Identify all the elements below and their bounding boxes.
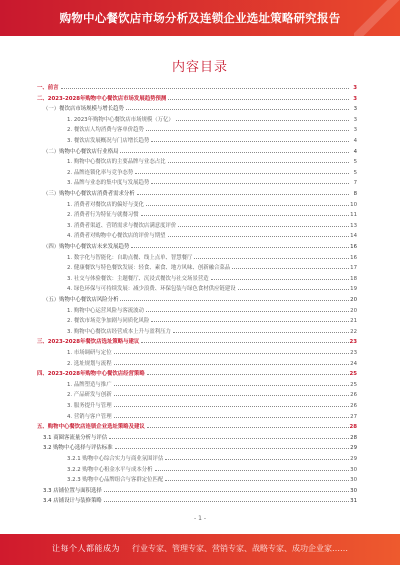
toc-entry[interactable] (37, 190, 357, 198)
toc-entry-label: 2. 产品研发与创新 (67, 392, 112, 399)
toc-leader-dots (114, 417, 349, 418)
toc-entry[interactable] (37, 211, 357, 219)
toc-heading: 内容目录 (171, 60, 228, 75)
toc-leader-dots (141, 342, 349, 343)
toc-entry[interactable] (37, 169, 357, 177)
toc-leader-dots (114, 385, 349, 386)
toc-entry-page: 28 (349, 424, 357, 431)
toc-entry-label: 1. 购物中心运营风险与客流波动 (67, 307, 144, 314)
toc-entry-page: 23 (350, 350, 357, 356)
header-banner (0, 0, 400, 36)
toc-leader-dots (146, 311, 349, 312)
toc-entry-label: 2. 餐饮店人均消费与客单价趋势 (67, 127, 144, 134)
toc-leader-dots (104, 491, 349, 492)
toc-entry[interactable] (37, 126, 357, 134)
toc-leader-dots (120, 152, 349, 153)
toc-entry-label: 3.1 商圈客流量分析与评估 (43, 434, 108, 441)
toc-entry-label: 3.2.1 购物中心综合实力与商业氛围评估 (67, 456, 164, 462)
toc-leader-dots (155, 470, 349, 471)
toc-entry-page: 21 (350, 318, 357, 325)
toc-entry[interactable] (37, 307, 357, 315)
toc-entry-label: 3. 消费者渠道、营销需求与餐饮店满意度评价 (67, 222, 177, 229)
toc-entry[interactable] (37, 84, 357, 92)
toc-entry-label: 3. 购物中心餐饮店经营成本上升与盈利压力 (67, 328, 171, 335)
toc-entry-page: 4 (353, 148, 357, 155)
toc-entry[interactable] (37, 254, 357, 262)
toc-leader-dots (176, 120, 349, 121)
toc-entry-page: 28 (350, 434, 357, 441)
toc-entry-page: 4 (353, 138, 357, 144)
toc-entry-label: 1. 市场调研与定位 (67, 350, 112, 356)
toc-entry[interactable] (37, 391, 357, 399)
toc-leader-dots (165, 480, 349, 481)
toc-leader-dots (126, 109, 349, 110)
toc-leader-dots (168, 99, 349, 100)
toc-leader-dots (146, 130, 349, 131)
footer-slogan: 让每个人都能成为 (52, 544, 120, 553)
toc-entry-page: 14 (350, 233, 357, 240)
toc-entry-page: 3 (353, 106, 357, 113)
toc-entry-page: 5 (353, 159, 357, 166)
toc-entry-label: 3.2 购物中心选择与评估标准 (43, 445, 113, 452)
toc-entry-page: 25 (349, 371, 357, 378)
toc-entry-label: 2. 消费者行为特征与就餐习惯 (67, 212, 139, 219)
toc-entry[interactable] (37, 275, 357, 283)
toc-leader-dots (137, 194, 349, 195)
toc-entry[interactable] (37, 232, 357, 240)
page-number: - 1 - (194, 515, 206, 522)
toc-leader-dots (147, 374, 349, 375)
toc-entry-page: 31 (350, 498, 357, 505)
toc-entry-label: 1. 数字化与智能化：自助点餐、线上点单、智慧餐厅 (67, 254, 193, 261)
toc-entry[interactable] (37, 370, 357, 378)
toc-entry-label: 三、2023-2028年餐饮店选址策略与建议 (37, 339, 140, 346)
toc-entry[interactable] (37, 434, 357, 442)
toc-entry-label: （五）购物中心餐饮店风险分析 (43, 297, 119, 303)
toc-entry-label: 一、前言 (37, 85, 59, 91)
toc-entry-label: 1. 2023年购物中心餐饮店市场规模（万亿） (67, 116, 174, 123)
toc-entry-label: 2. 餐饮市场竞争加剧与同质化风险 (67, 318, 150, 325)
toc-entry[interactable] (37, 466, 357, 474)
toc-entry-label: 4. 消费者对购物中心餐饮店的评价与期望 (67, 233, 166, 240)
toc-entry[interactable] (37, 158, 357, 166)
toc-entry[interactable] (37, 381, 357, 389)
toc-leader-dots (178, 226, 349, 227)
toc-entry-page: 19 (350, 286, 357, 293)
toc-leader-dots (151, 141, 349, 142)
toc-entry[interactable] (37, 201, 357, 209)
toc-entry-page: 8 (353, 191, 357, 197)
toc-leader-dots (114, 406, 349, 407)
toc-entry-page: 30 (350, 487, 357, 494)
toc-leader-dots (147, 427, 349, 428)
toc-leader-dots (131, 247, 349, 248)
toc-entry[interactable] (37, 243, 357, 251)
toc-entry-page: 13 (350, 222, 357, 229)
toc-leader-dots (168, 236, 349, 237)
toc-entry-label: 2. 健康餐饮与特色餐饮发展：轻食、素食、地方风味、创新融合菜品 (67, 265, 231, 272)
toc-leader-dots (168, 162, 349, 163)
toc-entry[interactable] (37, 455, 357, 463)
toc-entry[interactable] (37, 328, 357, 336)
toc-leader-dots (104, 501, 349, 502)
toc-entry[interactable] (37, 296, 357, 304)
toc-leader-dots (151, 321, 349, 322)
toc-entry-page: 26 (350, 403, 357, 409)
toc-entry-page: 20 (350, 297, 357, 303)
toc-entry-label: 3.4 店铺设计与装修策略 (43, 498, 102, 505)
toc-entry-label: 1. 购物中心餐饮店的主要品牌与业态占比 (67, 159, 166, 166)
toc-entry-label: 3. 服务提升与管理 (67, 403, 112, 409)
toc-entry-label: 2. 品牌连锁化率与竞争态势 (67, 169, 134, 176)
toc-entry-page: 10 (350, 201, 357, 208)
toc-entry-label: 二、2023-2028年购物中心餐饮店市场发展趋势预测 (37, 95, 167, 102)
toc-leader-dots (135, 173, 349, 174)
toc-entry-page: 5 (353, 169, 357, 176)
toc-entry[interactable] (37, 137, 357, 145)
report-title: 购物中心餐饮店市场分析及连锁企业选址策略研究报告 (59, 11, 341, 25)
toc-entry[interactable] (37, 285, 357, 293)
toc-entry-page: 25 (350, 381, 357, 388)
toc-entry[interactable] (37, 402, 357, 410)
toc-leader-dots (146, 205, 349, 206)
toc-entry-page: 24 (350, 360, 357, 367)
toc-entry[interactable] (37, 360, 357, 368)
toc-entry-label: 3.2.2 购物中心租金水平与成本分析 (67, 466, 153, 473)
toc-entry-label: 1. 消费者对餐饮店的偏好与变化 (67, 201, 144, 208)
toc-entry-page: 30 (350, 466, 357, 473)
toc-leader-dots (114, 395, 349, 396)
toc-entry-label: 1. 品牌塑造与推广 (67, 381, 112, 388)
toc-entry-page: 20 (350, 307, 357, 314)
toc-entry[interactable] (37, 222, 357, 230)
toc-entry[interactable] (37, 179, 357, 187)
toc-entry-page: 29 (350, 456, 357, 462)
toc-leader-dots (151, 183, 349, 184)
toc-entry[interactable] (37, 423, 357, 431)
toc-leader-dots (109, 438, 349, 439)
toc-entry[interactable] (37, 444, 357, 452)
toc-entry-label: 3. 品牌与业态的集中度与发展趋势 (67, 180, 150, 187)
toc-entry-page: 16 (350, 254, 357, 261)
toc-entry-page: 30 (350, 477, 357, 484)
toc-entry-page: 3 (353, 116, 357, 123)
toc-entry-label: 2. 选址规划与流程 (67, 360, 112, 367)
toc-entry-page: 3 (353, 127, 357, 134)
toc-entry-label: 四、2023-2028年购物中心餐饮店经营策略 (37, 371, 145, 378)
toc-entry-label: （一）餐饮店市场规模与增长趋势 (43, 106, 124, 113)
toc-entry-page: 3 (353, 85, 357, 91)
toc-entry-page: 17 (350, 265, 357, 272)
toc-entry-page: 23 (349, 339, 357, 346)
toc-entry-label: （二）购物中心餐饮店行业格局 (43, 148, 119, 155)
toc-entry[interactable] (37, 95, 357, 103)
toc-leader-dots (173, 332, 349, 333)
toc-entry-page: 29 (350, 445, 357, 452)
toc-entry-page: 16 (350, 244, 357, 250)
toc-entry-label: 3. 社交与体验餐饮：主题餐厅、沉浸式餐饮与社交场景营造 (67, 275, 209, 282)
toc-entry[interactable] (37, 413, 357, 421)
toc-entry-label: （四）购物中心餐饮店未来发展趋势 (43, 244, 130, 250)
toc-leader-dots (114, 364, 349, 365)
toc-entry[interactable] (37, 105, 357, 113)
toc-entry-page: 11 (350, 212, 357, 219)
toc-leader-dots (194, 258, 349, 259)
toc-entry-page: 22 (350, 328, 357, 335)
toc-entry[interactable] (37, 349, 357, 357)
toc-entry-page: 26 (350, 392, 357, 399)
toc-leader-dots (141, 215, 349, 216)
toc-leader-dots (115, 448, 349, 449)
toc-entry-page: 7 (353, 180, 357, 187)
toc-entry-page: 3 (353, 95, 357, 102)
toc-entry-label: 4. 绿色环保与可持续发展：减少浪费、环保包装与绿色食材供应链建设 (67, 286, 236, 293)
toc-leader-dots (120, 300, 349, 301)
toc-leader-dots (61, 88, 349, 89)
toc-entry[interactable] (37, 148, 357, 156)
footer-banner (0, 534, 400, 565)
toc-entry[interactable] (37, 116, 357, 124)
toc-leader-dots (211, 279, 349, 280)
toc-entry-label: 3. 餐饮店发展概况与门店增长趋势 (67, 138, 150, 144)
toc-entry-label: 3.2.3 购物中心品牌组合与客群定位匹配 (67, 477, 164, 484)
toc-leader-dots (165, 459, 349, 460)
toc-entry-label: 4. 营销与客户管理 (67, 413, 112, 420)
toc-entry[interactable] (37, 487, 357, 495)
toc-entry-page: 27 (350, 413, 357, 420)
toc-entry[interactable] (37, 317, 357, 325)
toc-entry[interactable] (37, 497, 357, 505)
toc-entry[interactable] (37, 338, 357, 346)
toc-entry[interactable] (37, 476, 357, 484)
footer-tagline: 行业专家、管理专家、营销专家、战略专家、成功企业家…… (132, 544, 348, 553)
toc-leader-dots (232, 268, 349, 269)
toc-leader-dots (238, 289, 349, 290)
toc-leader-dots (114, 353, 349, 354)
toc-entry-label: 3.3 店铺位置与面积选择 (43, 487, 102, 494)
toc-entry-label: 五、购物中心餐饮店连锁企业选址策略及建议 (37, 424, 145, 431)
toc-entry-page: 18 (350, 275, 357, 282)
toc-entry[interactable] (37, 264, 357, 272)
toc-entry-label: （三）购物中心餐饮店消费者需求分析 (43, 191, 135, 197)
